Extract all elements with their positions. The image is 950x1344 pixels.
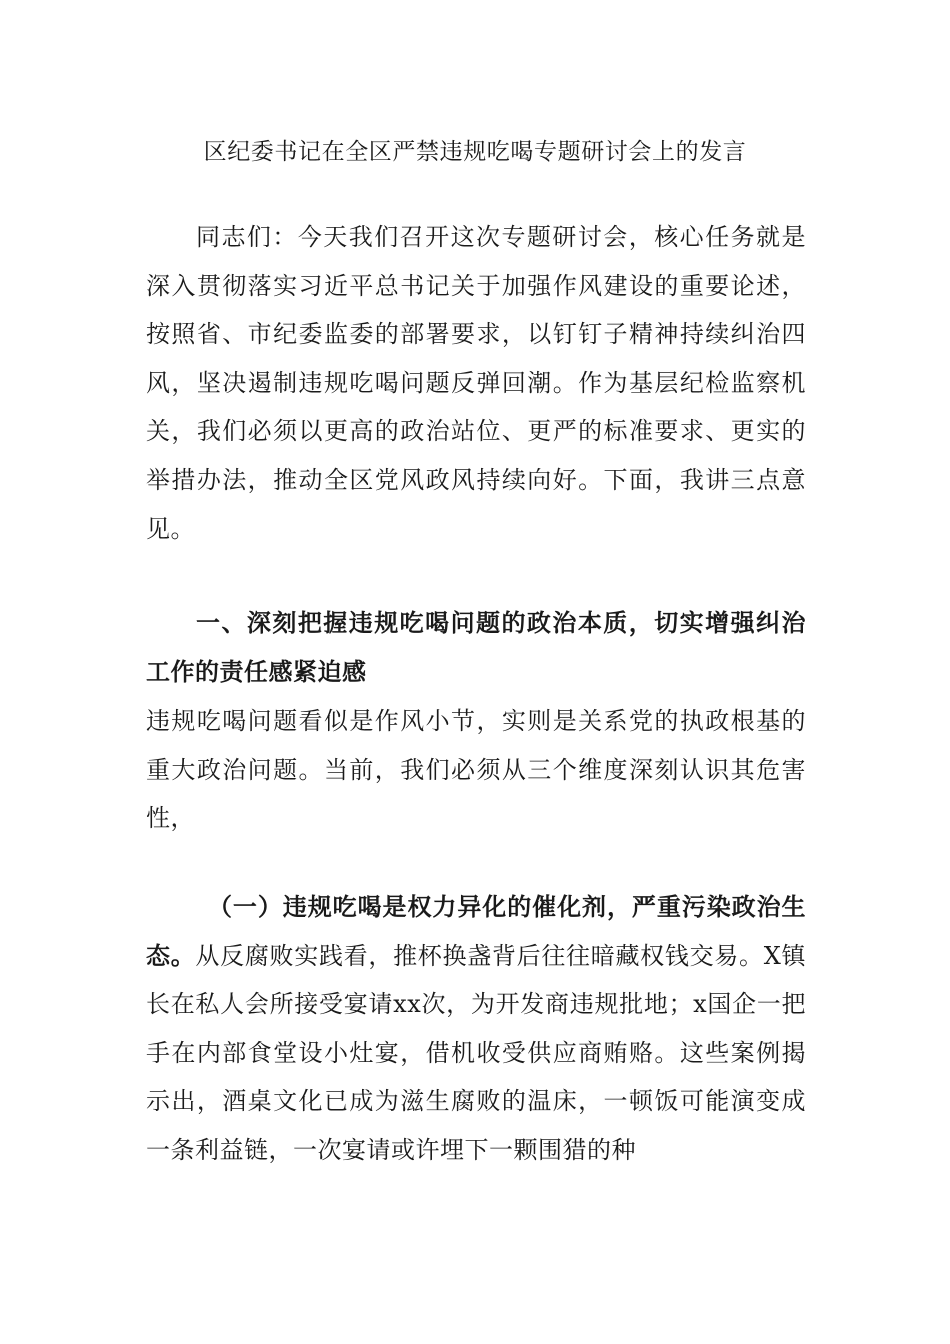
subsection-one-lead: （一）违规吃喝是权力异化的催化剂，严重污染政治生态。 (146, 892, 806, 970)
subsection-one-paragraph (146, 883, 806, 1175)
document-title: 区纪委书记在全区严禁违规吃喝专题研讨会上的发言 (203, 139, 747, 165)
section-one-heading: 一、深刻把握违规吃喝问题的政治本质，切实增强纠治工作的责任感紧迫感 (146, 608, 806, 686)
intro-paragraph: 同志们：今天我们召开这次专题研讨会，核心任务就是深入贯彻落实习近平总书记关于加强作风建设的重要论述，按照省、市纪委监委的部署要求，以钉钉子精神持续纠治四风，坚决遏制违规吃喝问题反弹回潮。作为基层纪检监察机关，我们必须以更高的政治站位、更严的标准要求、更实的举措办法，推动全区党风政风持续向好。下面，我讲三点意见。 (146, 223, 806, 543)
subsection-one-text: 从反腐败实践看，推杯换盏背后往往暗藏权钱交易。X镇长在私人会所接受宴请xx次，为开发商违规批地；x国企一把手在内部食堂设小灶宴，借机收受供应商贿赂。这些案例揭示出，酒桌文化已成为滋生腐败的温床，一顿饭可能演变成一条利益链，一次宴请或许埋下一颗围猎的种 (146, 941, 806, 1164)
section-one-paragraph: 违规吃喝问题看似是作风小节，实则是关系党的执政根基的重大政治问题。当前，我们必须从三个维度深刻认识其危害性， (146, 707, 806, 833)
